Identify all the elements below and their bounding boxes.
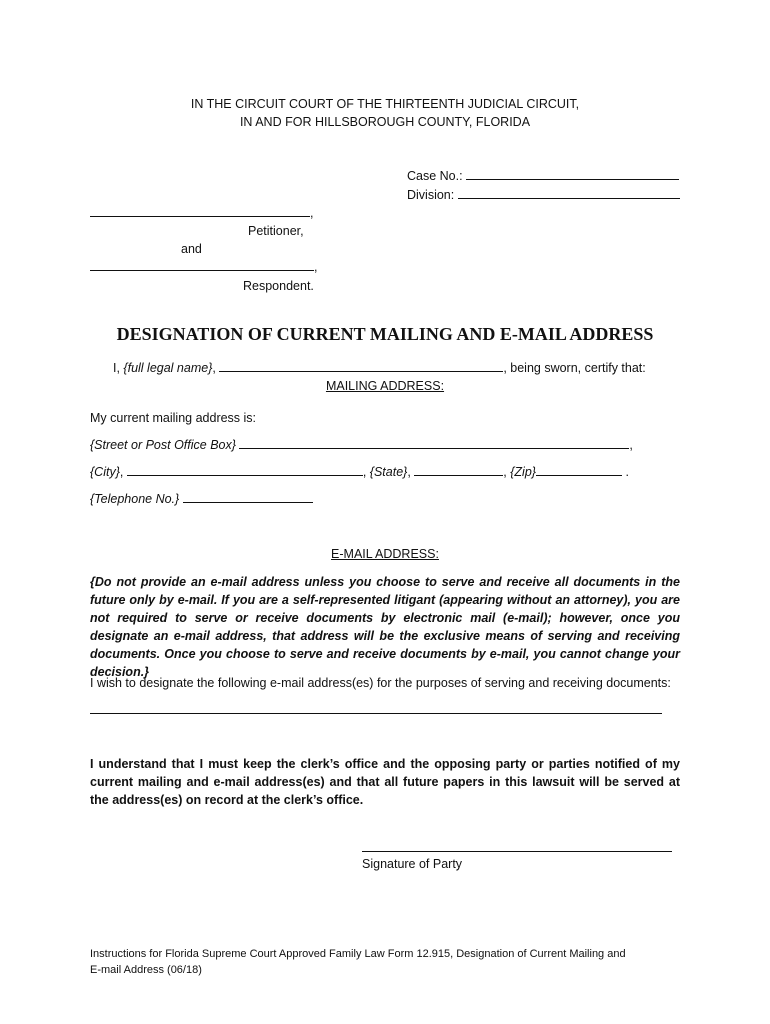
acknowledgment-text: I understand that I must keep the clerk’s office and the opposing party or parties notified of my current mailing and e-mail address(es) and that all future papers in this lawsuit will be served at the address(es) on record at the clerk’s office.	[90, 757, 680, 807]
division-field[interactable]	[458, 186, 680, 199]
zip-label: {Zip}	[510, 465, 536, 479]
state-field[interactable]	[414, 463, 503, 476]
oath-suffix: , being sworn, certify that:	[503, 361, 646, 375]
city-state-zip-row: {City}, , {State}, , {Zip} .	[90, 465, 629, 479]
petitioner-label: Petitioner,	[248, 224, 304, 238]
email-row	[90, 701, 662, 719]
full-legal-name-label: {full legal name}	[123, 361, 213, 375]
email-field[interactable]	[90, 701, 662, 714]
respondent-name-field[interactable]	[90, 258, 314, 271]
email-designate-text: I wish to designate the following e-mail address(es) for the purposes of serving and receiving documents:	[90, 676, 671, 690]
mailing-address-heading: MAILING ADDRESS:	[325, 379, 445, 393]
street-label: {Street or Post Office Box}	[90, 438, 236, 452]
street-row: {Street or Post Office Box} ,	[90, 438, 633, 452]
respondent-label: Respondent.	[243, 279, 314, 293]
city-label: {City}	[90, 465, 120, 479]
case-number-field[interactable]	[466, 167, 679, 180]
division-label: Division:	[407, 188, 455, 202]
court-line-1: IN THE CIRCUIT COURT OF THE THIRTEENTH JUDICIAL CIRCUIT,	[190, 97, 580, 111]
telephone-row	[90, 490, 313, 508]
footer-line-1: Instructions for Florida Supreme Court Approved Family Law Form 12.915, Designation of Current Mailing and	[90, 948, 626, 960]
telephone-field[interactable]	[183, 490, 313, 503]
oath-line: I, {full legal name}, , being sworn, certify that:	[113, 361, 646, 375]
state-label: {State}	[369, 465, 408, 479]
city-field[interactable]	[127, 463, 363, 476]
case-number-label: Case No.:	[407, 169, 463, 183]
division-row	[407, 186, 680, 204]
zip-field[interactable]	[536, 463, 622, 476]
signature-line[interactable]	[362, 839, 672, 852]
full-legal-name-field[interactable]	[219, 359, 503, 372]
oath-prefix: I,	[113, 361, 124, 375]
footer-line-2: E-mail Address (06/18)	[90, 964, 202, 976]
mailing-intro: My current mailing address is:	[90, 411, 257, 425]
respondent-name-row: ,	[90, 258, 317, 276]
footer	[90, 946, 626, 978]
court-line-2: IN AND FOR HILLSBOROUGH COUNTY, FLORIDA	[239, 115, 531, 129]
case-number-row	[407, 167, 679, 185]
street-field[interactable]	[239, 436, 629, 449]
email-notice: {Do not provide an e-mail address unless you choose to serve and receive all documents in the future only by e-mail. If you are a self-represented litigant (appearing without an attorney), you are not required to serve or receive documents by electronic mail (e-mail); however, once you designate an e-mail address, that address will be the exclusive means of serving and receiving documents. Once you choose to serve and receive documents by e-mail, you cannot change your decision.}	[90, 575, 680, 679]
signature-label: Signature of Party	[362, 857, 463, 871]
form-title: DESIGNATION OF CURRENT MAILING AND E-MAIL ADDRESS	[116, 324, 654, 344]
email-address-heading: E-MAIL ADDRESS:	[331, 547, 439, 561]
and-label: and	[181, 242, 202, 256]
petitioner-name-field[interactable]	[90, 204, 310, 217]
petitioner-name-row: ,	[90, 204, 313, 222]
telephone-label: {Telephone No.}	[90, 492, 180, 506]
